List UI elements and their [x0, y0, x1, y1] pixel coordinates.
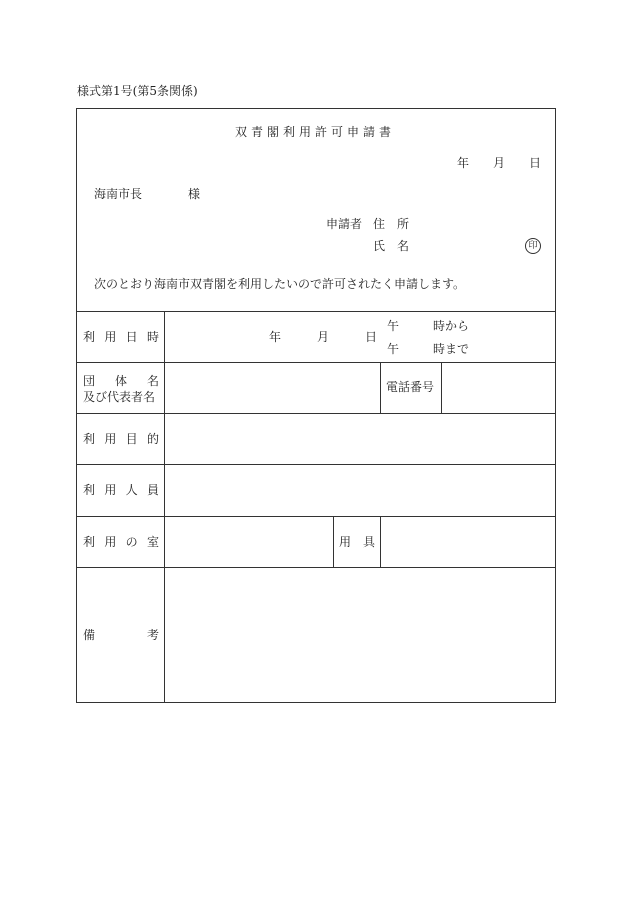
date-day-label: 日 [529, 156, 542, 170]
usage-purpose-label: 利 用 目 的 [83, 432, 159, 446]
addressee-honorific: 様 [188, 187, 201, 201]
usage-month-label: 月 [317, 330, 330, 344]
usage-room-label: 利 用 の 室 [83, 535, 159, 549]
phone-number-label: 電話番号 [386, 380, 435, 394]
equipment-label: 用 具 [339, 535, 376, 549]
seal-mark-icon: 印 [525, 238, 541, 254]
time-from-ampm-label: 午 [387, 319, 400, 333]
cell-divider [380, 362, 381, 413]
time-until-ampm-label: 午 [387, 342, 400, 356]
row-divider [76, 362, 556, 363]
date-year-label: 年 [457, 156, 470, 170]
label-column-divider [164, 311, 165, 703]
time-from-label: 時から [433, 319, 470, 333]
row-divider [76, 567, 556, 568]
group-name-label: 団 体 名 [83, 374, 159, 388]
row-divider [76, 516, 556, 517]
usage-datetime-label: 利 用 日 時 [83, 330, 159, 344]
representative-label: 及び代表者名 [83, 390, 156, 404]
form-number-label: 様式第1号(第5条関係) [77, 84, 198, 98]
addressee-name: 海南市長 [94, 187, 143, 201]
applicant-label: 申請者 [326, 217, 363, 231]
date-month-label: 月 [493, 156, 506, 170]
form-title: 双青閣利用許可申請書 [234, 125, 395, 139]
cell-divider [441, 362, 442, 413]
row-divider [76, 311, 556, 312]
time-until-label: 時まで [433, 342, 470, 356]
application-statement: 次のとおり海南市双青閣を利用したいので許可されたく申請します。 [94, 277, 466, 291]
applicant-address-label: 住 所 [373, 217, 410, 231]
cell-divider [333, 516, 334, 567]
usage-people-label: 利 用 人 員 [83, 483, 159, 497]
applicant-name-label: 氏 名 [373, 239, 410, 253]
cell-divider [380, 516, 381, 567]
row-divider [76, 464, 556, 465]
row-divider [76, 413, 556, 414]
usage-year-label: 年 [269, 330, 282, 344]
usage-day-label: 日 [365, 330, 378, 344]
remarks-label: 備 考 [83, 628, 159, 642]
application-form-frame [76, 108, 556, 703]
